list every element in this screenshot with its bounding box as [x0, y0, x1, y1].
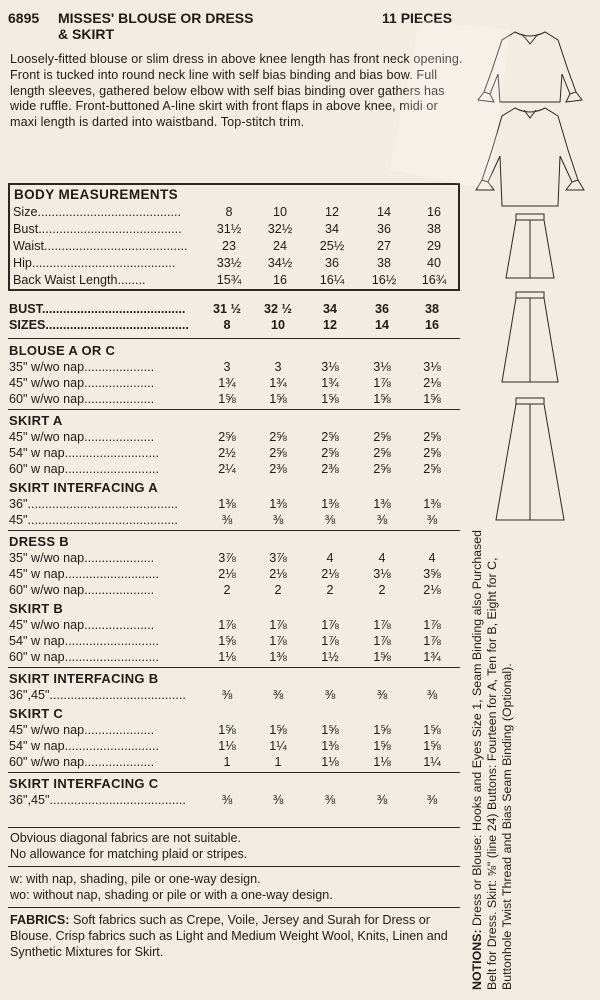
yardage-value: 2⅝	[321, 446, 339, 460]
yardage-value: ⅜	[221, 513, 233, 527]
yardage-row	[0, 360, 465, 376]
divider	[8, 409, 460, 410]
title-line-2: & SKIRT	[58, 26, 114, 42]
bust-value: 36	[374, 302, 389, 316]
yardage-value: 3	[223, 360, 231, 374]
yardage-value: 1⅞	[269, 618, 287, 632]
measurement-value: 25½	[319, 239, 345, 253]
yardage-value: 1⅜	[321, 497, 339, 511]
yardage-value: 1⅝	[373, 650, 391, 664]
yardage-value: ⅜	[324, 688, 336, 702]
notions-label: NOTIONS:	[470, 929, 484, 990]
fabrics-label: FABRICS:	[10, 913, 70, 927]
measurement-value: 14	[376, 205, 391, 219]
yardage-row	[0, 497, 465, 513]
measurement-value: 32½	[267, 222, 293, 236]
yardage-value: 1⅜	[218, 497, 236, 511]
yardage-value: 1⅝	[269, 723, 287, 737]
section-title: SKIRT INTERFACING C	[9, 776, 159, 791]
fabric-width-label: 45"...........................................	[9, 513, 178, 527]
yardage-value: 2	[223, 583, 231, 597]
fabric-width-label: 45" w/wo nap....................	[9, 430, 155, 444]
yardage-value: 1⅝	[423, 392, 441, 406]
fabrics-block	[10, 912, 465, 960]
measurement-value: 10	[272, 205, 287, 219]
nap-definitions	[10, 871, 465, 903]
yardage-row	[0, 392, 465, 408]
yardage-row	[0, 650, 465, 666]
yardage-value: 1⅝	[423, 723, 441, 737]
yardage-value: 1¼	[269, 739, 287, 753]
yardage-row	[0, 551, 465, 567]
measurement-row	[10, 222, 458, 239]
notions-text: Dress or Blouse: Hooks and Eyes Size 1, Seam Binding also Purchased Belt for Dress. Skirt: ⅝" (line 24) Buttons: Fourteen for A, Ten for B, Eight for C, Buttonhole Twist Thread and Bias Seam Binding (Optional).	[470, 529, 514, 990]
fabric-width-label: 45" w nap...........................	[9, 567, 160, 581]
yardage-value: 2⅛	[321, 567, 339, 581]
yardage-value: 3⅛	[373, 360, 391, 374]
yardage-value: 2	[274, 583, 282, 597]
yardage-value: 1¾	[321, 376, 339, 390]
yardage-value: 3⅛	[423, 360, 441, 374]
bust-value: 31 ½	[212, 302, 241, 316]
yardage-value: 2¼	[218, 462, 236, 476]
yardage-value: 1⅜	[373, 497, 391, 511]
yardage-value: 1⅛	[321, 755, 339, 769]
measurement-value: 16	[426, 205, 441, 219]
yardage-value: 2½	[218, 446, 236, 460]
yardage-value: 2⅛	[218, 567, 236, 581]
measurement-value: 34½	[267, 256, 293, 270]
measurement-value: 38	[376, 256, 391, 270]
divider	[8, 338, 460, 339]
yardage-value: 1⅞	[373, 376, 391, 390]
yardage-row	[0, 462, 465, 478]
body-measurements-title: BODY MEASUREMENTS	[14, 187, 179, 202]
yardage-value: 1⅞	[423, 634, 441, 648]
yardage-value: ⅜	[426, 688, 438, 702]
yardage-value: ⅜	[376, 688, 388, 702]
yardage-value: 1¾	[269, 376, 287, 390]
yardage-value: 1½	[321, 650, 339, 664]
yardage-value: 2⅝	[218, 430, 236, 444]
yardage-row	[0, 723, 465, 739]
yardage-value: 1⅝	[321, 392, 339, 406]
yardage-value: 1⅜	[269, 650, 287, 664]
yardage-value: 1⅝	[218, 392, 236, 406]
yardage-value: 1⅝	[218, 723, 236, 737]
measurement-label: Back Waist Length........	[13, 273, 146, 287]
size-value: 8	[223, 318, 231, 332]
measurement-value: 24	[272, 239, 287, 253]
measurement-value: 23	[221, 239, 236, 253]
pieces-count: 11 PIECES	[382, 10, 453, 26]
measurement-label: Size.........................................	[13, 205, 181, 219]
wo-definition: wo: without nap, shading or pile or with a one-way design.	[10, 888, 333, 902]
divider	[8, 866, 460, 867]
yardage-value: 1⅞	[373, 634, 391, 648]
yardage-value: 2⅝	[373, 430, 391, 444]
yardage-value: ⅜	[376, 513, 388, 527]
size-value: 10	[270, 318, 285, 332]
notes-block	[10, 830, 465, 862]
yardage-value: 2⅝	[373, 462, 391, 476]
yardage-value: 2⅝	[423, 430, 441, 444]
measurement-label: Bust.........................................	[13, 222, 182, 236]
yardage-row	[0, 430, 465, 446]
fabric-width-label: 54" w nap...........................	[9, 739, 160, 753]
sizes-label: SIZES.........................................	[9, 318, 189, 332]
yardage-value: 1⅝	[373, 392, 391, 406]
bust-value: 34	[322, 302, 337, 316]
yardage-row	[0, 376, 465, 392]
yardage-value: 1⅝	[373, 723, 391, 737]
measurement-value: 16	[272, 273, 287, 287]
section-title: SKIRT B	[9, 601, 64, 616]
fabric-width-label: 45" w/wo nap....................	[9, 618, 155, 632]
measurement-value: 16½	[371, 273, 397, 287]
measurement-value: 34	[324, 222, 339, 236]
yardage-value: 4	[428, 551, 436, 565]
yardage-row	[0, 618, 465, 634]
yardage-value: ⅜	[221, 793, 233, 807]
measurement-value: 36	[376, 222, 391, 236]
yardage-value: 3	[274, 360, 282, 374]
measurement-value: 16¾	[421, 273, 447, 287]
yardage-value: 3⅞	[269, 551, 287, 565]
yardage-value: 1⅝	[423, 739, 441, 753]
yardage-value: ⅜	[426, 513, 438, 527]
measurement-value: 40	[426, 256, 441, 270]
yardage-value: 1⅞	[269, 634, 287, 648]
yardage-row	[0, 513, 465, 529]
fabrics-text: Soft fabrics such as Crepe, Voile, Jersey and Surah for Dress or Blouse. Crisp fabrics such as Light and Medium Weight Wool, Knits, Linen and Synthetic Mixtures for Skirt.	[10, 913, 448, 959]
yardage-value: 4	[378, 551, 386, 565]
bust-value: 38	[424, 302, 439, 316]
yardage-value: ⅜	[221, 688, 233, 702]
yardage-row	[0, 755, 465, 771]
fabric-width-label: 35" w/wo nap....................	[9, 551, 155, 565]
fabric-width-label: 36",45".......................................	[9, 688, 186, 702]
yardage-value: 1⅞	[321, 634, 339, 648]
yardage-value: 1	[223, 755, 231, 769]
yardage-value: 2⅝	[373, 446, 391, 460]
pattern-number: 6895	[8, 10, 40, 26]
measurement-value: 16¼	[319, 273, 345, 287]
yardage-value: 4	[326, 551, 334, 565]
yardage-value: 2⅝	[423, 446, 441, 460]
yardage-row	[0, 446, 465, 462]
yardage-value: ⅜	[376, 793, 388, 807]
yardage-value: 3⅛	[373, 567, 391, 581]
fabric-width-label: 35" w/wo nap....................	[9, 360, 155, 374]
yardage-value: ⅜	[272, 513, 284, 527]
size-value: 14	[374, 318, 389, 332]
measurement-value: 15¾	[216, 273, 242, 287]
size-value: 16	[424, 318, 439, 332]
yardage-value: 1⅛	[218, 739, 236, 753]
yardage-row	[0, 583, 465, 599]
measurement-row	[10, 239, 458, 256]
yardage-value: 1⅝	[218, 634, 236, 648]
yardage-value: 1⅞	[423, 618, 441, 632]
yardage-value: 1⅜	[321, 739, 339, 753]
skirt-a-sketch	[506, 214, 554, 278]
measurement-row	[10, 205, 458, 222]
divider	[8, 827, 460, 828]
title-line-1: MISSES' BLOUSE OR DRESS	[58, 10, 254, 26]
divider	[8, 530, 460, 531]
skirt-b-sketch	[502, 292, 558, 382]
sizes-row	[0, 318, 465, 334]
fabric-width-label: 45" w/wo nap....................	[9, 376, 155, 390]
yardage-value: 1⅛	[218, 650, 236, 664]
measurement-row	[10, 256, 458, 273]
measurement-label: Hip.........................................	[13, 256, 176, 270]
bust-row	[0, 302, 465, 318]
yardage-value: 1⅝	[373, 739, 391, 753]
fabric-width-label: 36",45".......................................	[9, 793, 186, 807]
divider	[8, 772, 460, 773]
size-value: 12	[322, 318, 337, 332]
yardage-row	[0, 567, 465, 583]
fabric-width-label: 60" w nap...........................	[9, 462, 160, 476]
fabric-width-label: 60" w nap...........................	[9, 650, 160, 664]
section-title: SKIRT INTERFACING A	[9, 480, 158, 495]
yardage-value: 1¼	[423, 755, 441, 769]
yardage-value: 1⅜	[423, 497, 441, 511]
yardage-value: ⅜	[272, 793, 284, 807]
yardage-value: 2⅝	[321, 430, 339, 444]
yardage-row	[0, 793, 465, 809]
yardage-row	[0, 739, 465, 755]
fabric-width-label: 60" w/wo nap....................	[9, 583, 155, 597]
skirt-c-sketch	[496, 398, 564, 520]
yardage-value: 1⅝	[269, 392, 287, 406]
fabric-width-label: 45" w/wo nap....................	[9, 723, 155, 737]
yardage-value: ⅜	[324, 793, 336, 807]
fabric-width-label: 54" w nap...........................	[9, 446, 160, 460]
yardage-value: 1⅞	[218, 618, 236, 632]
yardage-value: 1¾	[423, 650, 441, 664]
yardage-value: 2	[378, 583, 386, 597]
yardage-value: 1⅛	[373, 755, 391, 769]
measurement-label: Waist.........................................	[13, 239, 188, 253]
yardage-row	[0, 634, 465, 650]
section-title: SKIRT INTERFACING B	[9, 671, 159, 686]
pattern-title	[58, 10, 378, 42]
bust-value: 32 ½	[263, 302, 292, 316]
bust-label: BUST.........................................	[9, 302, 186, 316]
yardage-value: 1⅞	[321, 618, 339, 632]
yardage-value: 2⅛	[423, 376, 441, 390]
yardage-value: 1⅞	[373, 618, 391, 632]
yardage-value: ⅜	[272, 688, 284, 702]
body-measurements-box	[8, 183, 460, 291]
fabric-width-label: 54" w nap...........................	[9, 634, 160, 648]
yardage-value: 3⅛	[321, 360, 339, 374]
section-title: SKIRT C	[9, 706, 64, 721]
measurement-value: 33½	[216, 256, 242, 270]
notions-block	[470, 520, 595, 990]
fabric-width-label: 36"...........................................	[9, 497, 178, 511]
measurement-value: 29	[426, 239, 441, 253]
yardage-value: 3⅞	[218, 551, 236, 565]
measurement-row	[10, 273, 458, 290]
yardage-value: ⅜	[426, 793, 438, 807]
fabric-width-label: 60" w/wo nap....................	[9, 755, 155, 769]
yardage-value: 2⅝	[423, 462, 441, 476]
measurement-value: 31½	[216, 222, 242, 236]
section-title: DRESS B	[9, 534, 69, 549]
divider	[8, 667, 460, 668]
description: Loosely-fitted blouse or slim dress in above knee length has front neck opening. Front is tucked into round neck line with self bias binding and bias bow. Full length sleeves, gathered below elbow with self bias binding over gathers has wide ruffle. Front-buttoned A-line skirt with front flaps in above knee, midi or maxi length is darted into waistband. Top-stitch trim.	[10, 52, 463, 130]
yardage-value: 2⅜	[269, 462, 287, 476]
measurement-value: 8	[225, 205, 233, 219]
measurement-value: 38	[426, 222, 441, 236]
yardage-value: 1	[274, 755, 282, 769]
note-plaid: No allowance for matching plaid or stripes.	[10, 847, 248, 861]
yardage-value: ⅜	[324, 513, 336, 527]
yardage-value: 2	[326, 583, 334, 597]
w-definition: w: with nap, shading, pile or one-way design.	[10, 872, 261, 886]
measurement-value: 12	[324, 205, 339, 219]
yardage-value: 2⅝	[269, 430, 287, 444]
yardage-value: 1⅜	[269, 497, 287, 511]
yardage-value: 2⅝	[269, 446, 287, 460]
yardage-value: 3⅝	[423, 567, 441, 581]
yardage-value: 1¾	[218, 376, 236, 390]
yardage-value: 1⅝	[321, 723, 339, 737]
yardage-row	[0, 688, 465, 704]
section-title: SKIRT A	[9, 413, 63, 428]
yardage-value: 2⅛	[423, 583, 441, 597]
measurement-value: 36	[324, 256, 339, 270]
divider	[8, 907, 460, 908]
tape-mark	[390, 20, 520, 190]
yardage-value: 2⅜	[321, 462, 339, 476]
section-title: BLOUSE A OR C	[9, 343, 116, 358]
fabric-width-label: 60" w/wo nap....................	[9, 392, 155, 406]
yardage-value: 2⅛	[269, 567, 287, 581]
measurement-value: 27	[376, 239, 391, 253]
note-diagonal: Obvious diagonal fabrics are not suitable.	[10, 831, 242, 845]
